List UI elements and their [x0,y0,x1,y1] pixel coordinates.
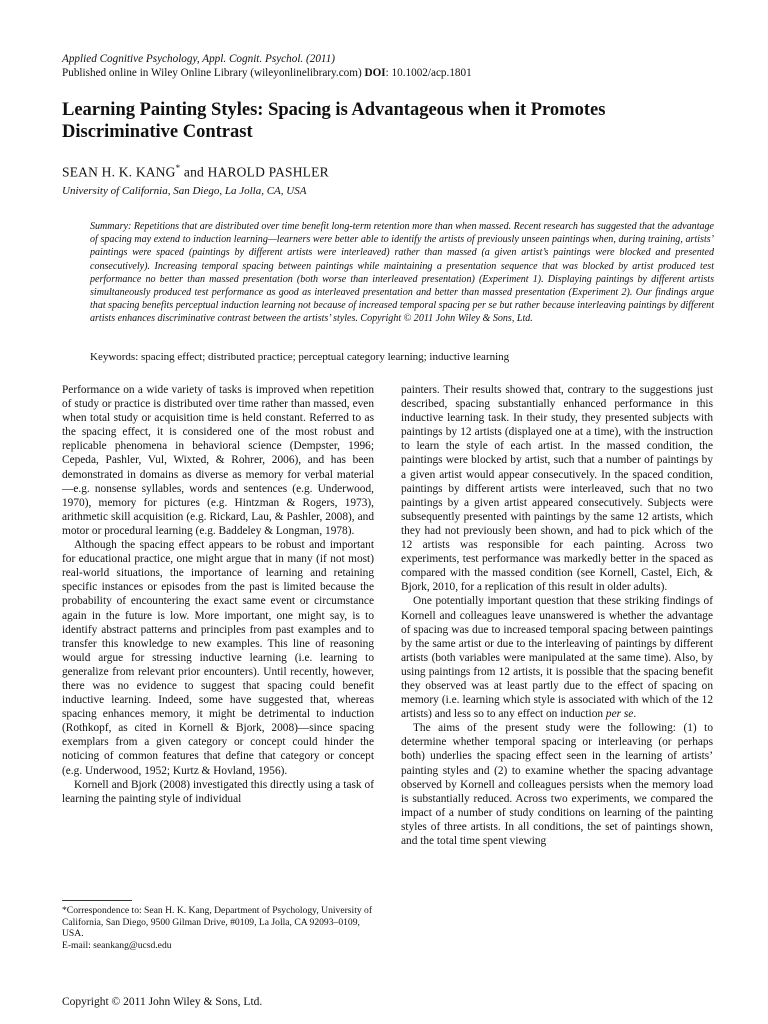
footnote-email: E-mail: seankang@ucsd.edu [62,939,172,951]
paragraph: Performance on a wide variety of tasks is improved when repetition of study or practice is distributed over time rather than massed, even when total study or acquisition time is held constant. Referred to as the spacing effect, it is considered one of the most robust and replicable phenomena in behavioral science (Dempster, 1996; Cepeda, Pashler, Vul, Wixted, & Rohrer, 2006), and has been demonstrated in domains as diverse as memory for verbal material—e.g. nonsense syllables, words and sentences (e.g. Underwood, 1970), memory for pictures (e.g. Hintzman & Rogers, 1973), arithmetic skill acquisition (e.g. Rickard, Lau, & Pashler, 2008), and motor or procedural learning (e.g. Baddeley & Longman, 1978). [62,384,374,537]
doi-label: DOI [364,67,386,79]
keywords: Keywords: spacing effect; distributed practice; perceptual category learning; inductive learning [90,351,510,363]
footnote-divider [62,900,132,901]
paragraph: Kornell and Bjork (2008) investigated this directly using a task of learning the painting style of individual [62,778,374,805]
correspondence-mark: * [175,163,181,173]
author-pashler: HAROLD PASHLER [207,164,329,180]
correspondence-footnote [62,905,376,951]
paragraph [401,594,713,721]
affiliation: University of California, San Diego, La Jolla, CA, USA [62,185,307,197]
body-column-right [401,383,713,848]
journal-header [62,52,472,80]
paragraph-text-end: . [633,708,637,721]
abstract: Summary: Repetitions that are distributed over time benefit long-term retention more than when massed. Recent research has suggested that the advantage of spacing may extend to induction learning—learners were better able to identify the artists of previously unseen paintings when, during training, artists’ paintings were spaced (paintings by different artists were interleaved) rather than massed (a given artist’s paintings were blocked and presented consecutively). Increasing temporal spacing between paintings while maintaining a presentation sequence that was blocked by artist produced test performance no better than massed presentation (both worse than interleaved presentation) (Experiment 1). Displaying paintings by different artists simultaneously produced test performance as good as interleaved presentation and better than massed presentation (Experiment 2). Our findings argue that spacing benefits perceptual induction learning not because of increased temporal spacing per se but rather because interleaving paintings by different artists enhances discriminative contrast between the artists’ styles. Copyright © 2011 John Wiley & Sons, Ltd. [90,221,714,325]
doi-value: : 10.1002/acp.1801 [385,67,472,79]
paragraph-text: One potentially important question that these striking findings of Kornell and colleagues leave unanswered is whether the advantage of spacing was due to increased temporal spacing between paintings by the same artist or due to the interleaving of paintings by different artists (both variables were manipulated at the same time). Also, by using paintings from 12 artists, it is possible that the spacing benefit they observed was at least partly due to the effect of spacing on memory (i.e. learning which style is associated with which of the 12 artists) and less so to any effect on induction [401,595,713,721]
article-title: Learning Painting Styles: Spacing is Advantageous when it Promotes Discriminative Contrast [62,100,606,142]
published-online: Published online in Wiley Online Library (wileyonlinelibrary.com) [62,67,362,79]
paragraph: The aims of the present study were the following: (1) to determine whether temporal spacing or interleaving (or perhaps both) underlies the spacing effect seen in the learning of artists’ painting styles and (2) to examine whether the spacing advantage observed by Kornell and colleagues persists when the memory load is substantially reduced. Across two experiments, we compared the impact of a number of study conditions on learning of the painting styles of three artists. In all conditions, the set of paintings shown, and the total time spent viewing [401,722,713,847]
author-kang: SEAN H. K. KANG [62,164,176,180]
author-list [62,163,329,181]
publication-line [62,66,472,80]
page-copyright: Copyright © 2011 John Wiley & Sons, Ltd. [62,996,263,1008]
footnote-text: *Correspondence to: Sean H. K. Kang, Department of Psychology, University of California, San Diego, 9500 Gilman Drive, #0109, La Jolla, CA 92093–0109, USA. [62,905,373,940]
paragraph: Although the spacing effect appears to be robust and important for educational practice, one might argue that in many (if not most) real-world situations, the importance of learning and retaining specific instances or episodes from the past is limited because the probability of encountering the exact same event or circumstance again in the future is low. More important, one might say, is to identify abstract patterns and principles from past examples and to transfer this knowledge to new examples. This line of reasoning would argue for stressing inductive learning (i.e. learning to generalize from relevant prior encounters). Until recently, however, there was no evidence to suggest that spacing could benefit inductive learning. Indeed, some have suggested that, whereas spacing enhances memory, it might be detrimental to induction (Rothkopf, as cited in Kornell & Bjork, 2008)—since spacing exemplars from a given category or concept could hinder the noticing of common features that define that category or concept (e.g. Underwood, 1952; Kurtz & Hovland, 1956). [62,539,374,777]
paragraph: painters. Their results showed that, contrary to the suggestions just described, spacing substantially enhanced performance in this inductive learning task. In their study, they presented subjects with paintings by 12 artists (displayed one at a time), with the instruction to learn the style of each artist. In the massed condition, the paintings were blocked by artist, such that a number of paintings by a given artist would appear consecutively. In the spaced condition, paintings by different artists were interleaved, such that no two paintings by a given artist appeared consecutively. Subjects were subsequently presented with paintings by the same 12 artists, which they had not previously been shown, and had to pick which of the 12 artists was responsible for each painting. Across two experiments, test performance was markedly better in the spaced as compared with the massed condition (see Kornell, Castel, Eich, & Bjork, 2010, for a replication of this result in older adults). [401,384,713,594]
emphasis: per se [605,708,634,721]
author-separator: and [180,164,208,180]
journal-citation: Applied Cognitive Psychology, Appl. Cognit. Psychol. (2011) [62,53,336,65]
body-column-left [62,383,374,806]
